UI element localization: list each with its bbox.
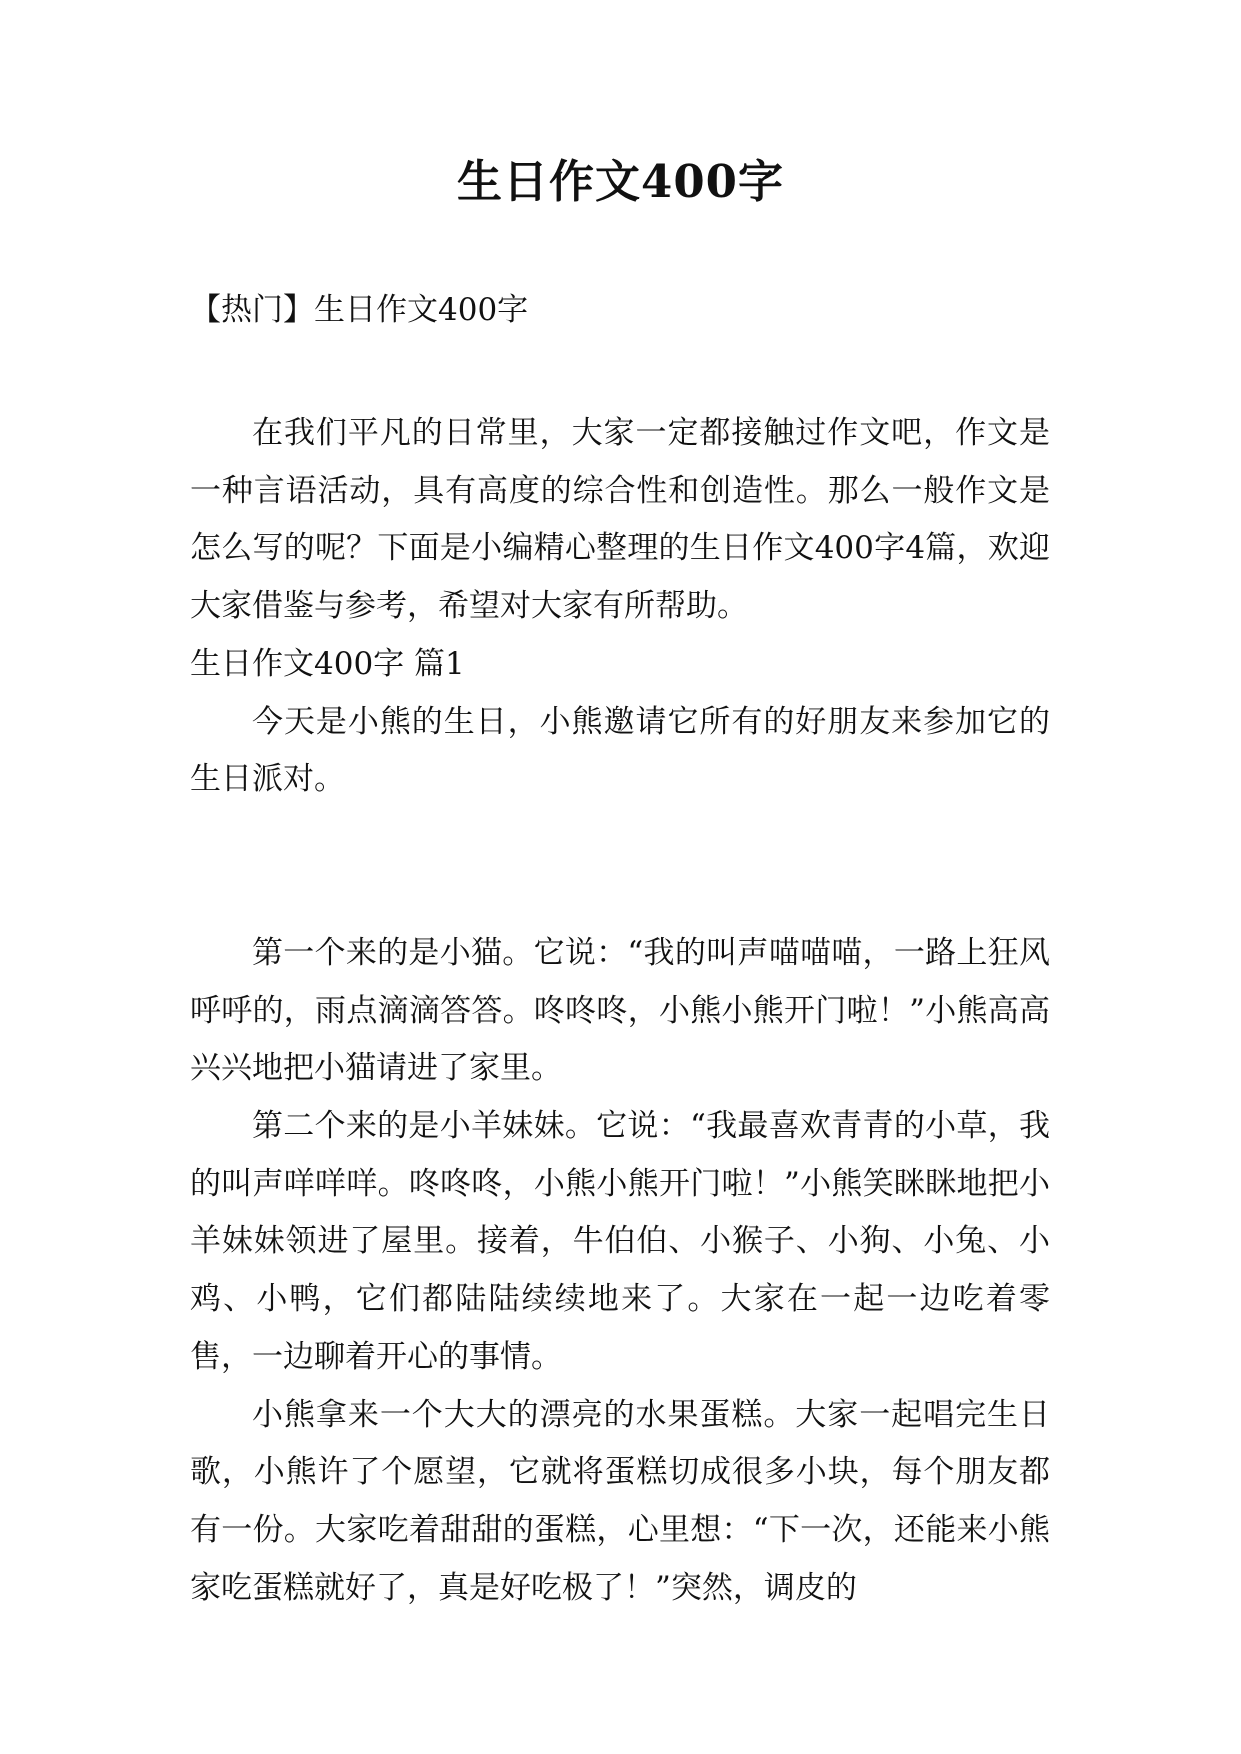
document-subtitle: 【热门】生日作文400字 <box>190 292 529 328</box>
section-heading: 生日作文400字 篇1 <box>190 645 465 682</box>
body-paragraph: 今天是小熊的生日，小熊邀请它所有的好朋友来参加它的生日派对。 <box>190 703 1050 798</box>
paragraph-gap <box>190 809 1050 925</box>
document-body <box>190 405 1050 1617</box>
intro-paragraph: 在我们平凡的日常里，大家一定都接触过作文吧，作文是一种言语活动，具有高度的综合性和创造性。那么一般作文是怎么写的呢？下面是小编精心整理的生日作文400字4篇，欢迎大家借鉴与参考，希望对大家有所帮助。 <box>190 415 1050 625</box>
body-paragraph: 小熊拿来一个大大的漂亮的水果蛋糕。大家一起唱完生日歌，小熊许了个愿望，它就将蛋糕切成很多小块，每个朋友都有一份。大家吃着甜甜的蛋糕，心里想：“下一次，还能来小熊家吃蛋糕就好了，真是好吃极了！”突然，调皮的 <box>190 1396 1050 1606</box>
body-paragraph: 第一个来的是小猫。它说：“我的叫声喵喵喵，一路上狂风呼呼的，雨点滴滴答答。咚咚咚，小熊小熊开门啦！”小熊高高兴兴地把小猫请进了家里。 <box>190 934 1050 1087</box>
page-title: 生日作文400字 <box>457 155 784 208</box>
body-paragraph: 第二个来的是小羊妹妹。它说：“我最喜欢青青的小草，我的叫声咩咩咩。咚咚咚，小熊小熊开门啦！”小熊笑眯眯地把小羊妹妹领进了屋里。接着，牛伯伯、小猴子、小狗、小兔、小鸡、小鸭，它们都陆陆续续地来了。大家在一起一边吃着零售，一边聊着开心的事情。 <box>190 1108 1050 1375</box>
